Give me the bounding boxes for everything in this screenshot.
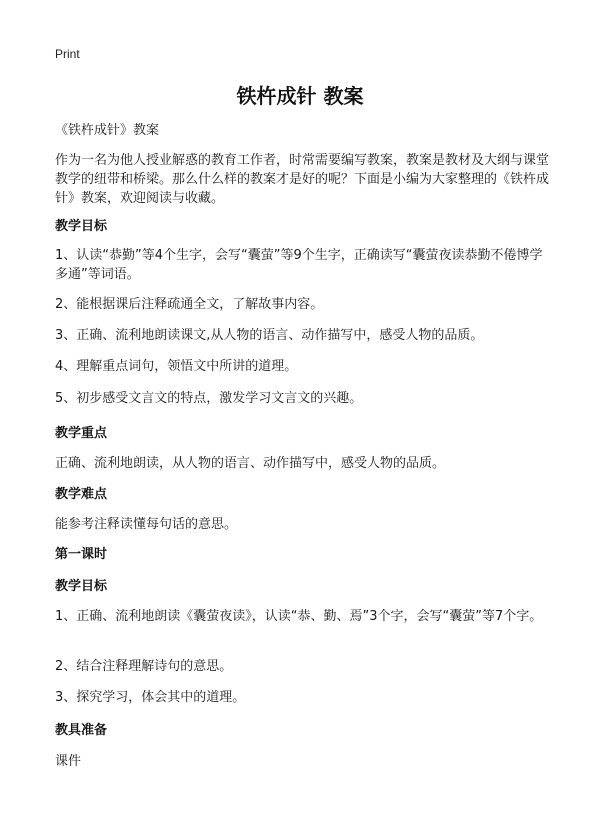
- lesson-goal-item-1: 1、正确、流利地朗读《囊萤夜读》，认读“恭、勤、焉”3个字，会写“囊萤”等7个字。: [55, 609, 543, 624]
- goal-item-5: 5、初步感受文言文的特点，激发学习文言文的兴趣。: [55, 391, 363, 406]
- section-heading-first-lesson: 第一课时: [55, 547, 108, 562]
- key-point-text: 正确、流利地朗读，从人物的语言、动作描写中，感受人物的品质。: [55, 456, 446, 471]
- section-heading-materials: 教具准备: [55, 723, 108, 738]
- goal-item-3: 3、正确、流利地朗读课文,从人物的语言、动作描写中，感受人物的品质。: [55, 328, 484, 343]
- section-heading-lesson-goals: 教学目标: [55, 579, 108, 594]
- goal-item-1: 1、认读“恭勤”等4个生字，会写“囊萤”等9个生字，正确读写“囊萤夜读恭勤不倦博学多通”等词语。: [55, 248, 543, 282]
- lesson-goal-item-2: 2、结合注释理解诗句的意思。: [55, 659, 233, 674]
- goal-item-2: 2、能根据课后注释疏通全文，了解故事内容。: [55, 297, 324, 312]
- section-heading-key-points: 教学重点: [55, 426, 108, 441]
- section-heading-teaching-goals: 教学目标: [55, 219, 108, 234]
- page-title: 铁杵成针 教案: [236, 84, 364, 108]
- materials-text: 课件: [55, 754, 82, 769]
- goal-item-4: 4、理解重点词句，领悟文中所讲的道理。: [55, 359, 298, 374]
- difficulty-text: 能参考注释读懂每句话的意思。: [55, 517, 238, 532]
- print-label: Print: [55, 47, 80, 61]
- section-heading-difficulties: 教学难点: [55, 487, 108, 502]
- lesson-goal-item-3: 3、探究学习，体会其中的道理。: [55, 690, 246, 705]
- document-subtitle: 《铁杵成针》教案: [55, 123, 160, 138]
- intro-paragraph: 作为一名为他人授业解惑的教育工作者，时常需要编写教案，教案是教材及大纲与课堂教学的纽带和桥梁。那么什么样的教案才是好的呢？下面是小编为大家整理的《铁杵成针》教案，欢迎阅读与收藏。: [55, 153, 550, 206]
